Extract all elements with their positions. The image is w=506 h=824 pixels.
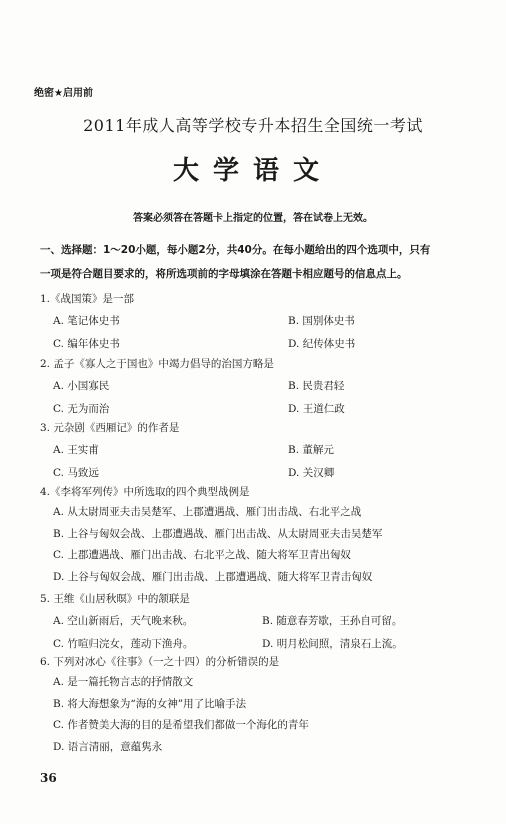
- question-stem: 3. 元杂剧《西厢记》的作者是: [40, 422, 180, 434]
- option-c: C. 上郡遭遇战、雁门出击战、右北平之战、随大将军卫青出匈奴: [53, 549, 351, 561]
- option-a: A. 空山新雨后，天气晚来秋。: [53, 615, 194, 627]
- question-stem: 2. 孟子《寡人之于国也》中竭力倡导的治国方略是: [40, 358, 274, 370]
- option-b: B. 董解元: [288, 444, 334, 456]
- question-stem: 5. 王维《山居秋暝》中的颔联是: [40, 593, 190, 605]
- option-a: A. 王实甫: [53, 444, 99, 456]
- option-a: A. 小国寡民: [53, 380, 110, 392]
- option-d: D. 王道仁政: [288, 403, 345, 415]
- option-b: B. 将大海想象为“海的女神”用了比喻手法: [53, 697, 247, 710]
- option-d: D. 语言清丽，意蕴隽永: [53, 740, 163, 753]
- question-stem: 4.《李将军列传》中所选取的四个典型战例是: [40, 486, 250, 498]
- question-1: [40, 289, 356, 357]
- question-6: [40, 652, 309, 758]
- option-a: A. 笔记体史书: [53, 315, 120, 327]
- option-c: C. 编年体史书: [53, 338, 120, 350]
- page-number: 36: [40, 771, 57, 785]
- question-3: [40, 418, 335, 486]
- option-d: D. 关汉卿: [288, 467, 335, 479]
- option-a: A. 是一篇托物言志的抒情散文: [53, 676, 194, 688]
- exam-title: 2011年成人高等学校专升本招生全国统一考试: [83, 116, 423, 135]
- question-5: [40, 589, 403, 657]
- secret-label: 绝密★启用前: [34, 88, 93, 99]
- option-c: C. 竹喧归浣女，莲动下渔舟。: [53, 638, 194, 650]
- option-b: B. 随意春芳歇，王孙自可留。: [262, 615, 403, 627]
- option-c: C. 作者赞美大海的目的是希望我们都做一个海化的青年: [53, 719, 309, 731]
- option-c: C. 无为而治: [53, 403, 110, 415]
- answer-notice: 答案必须答在答题卡上指定的位置，答在试卷上无效。: [133, 213, 373, 224]
- question-2: [40, 354, 345, 422]
- option-d: D. 上谷与匈奴会战、雁门出击战、上郡遭遇战、随大将军卫青击匈奴: [53, 570, 373, 583]
- option-d: D. 明月松间照，清泉石上流。: [262, 638, 403, 650]
- option-b: B. 上谷与匈奴会战、上郡遭遇战、雁门出击战、从太尉周亚夫击吴楚军: [53, 527, 383, 540]
- subject-title: 大学语文: [172, 156, 333, 186]
- question-stem: 1.《战国策》是一部: [40, 293, 135, 305]
- section-instructions: [40, 238, 492, 286]
- option-b: B. 国别体史书: [288, 315, 355, 327]
- question-stem: 6. 下列对冰心《往事》（一之十四）的分析错误的是: [40, 656, 280, 668]
- option-b: B. 民贵君轻: [288, 380, 345, 392]
- section-line-1: 一、选择题：1～20小题，每小题2分，共40分。在每小题给出的四个选项中，只有: [40, 244, 431, 256]
- option-a: A. 从太尉周亚夫击吴楚军、上郡遭遇战、雁门出击战、右北平之战: [53, 506, 362, 518]
- section-line-2: 一项是符合题目要求的，将所选项前的字母填涂在答题卡相应题号的信息点上。: [40, 268, 408, 280]
- option-c: C. 马致远: [53, 467, 99, 479]
- option-d: D. 纪传体史书: [288, 338, 356, 350]
- question-4: [40, 482, 382, 588]
